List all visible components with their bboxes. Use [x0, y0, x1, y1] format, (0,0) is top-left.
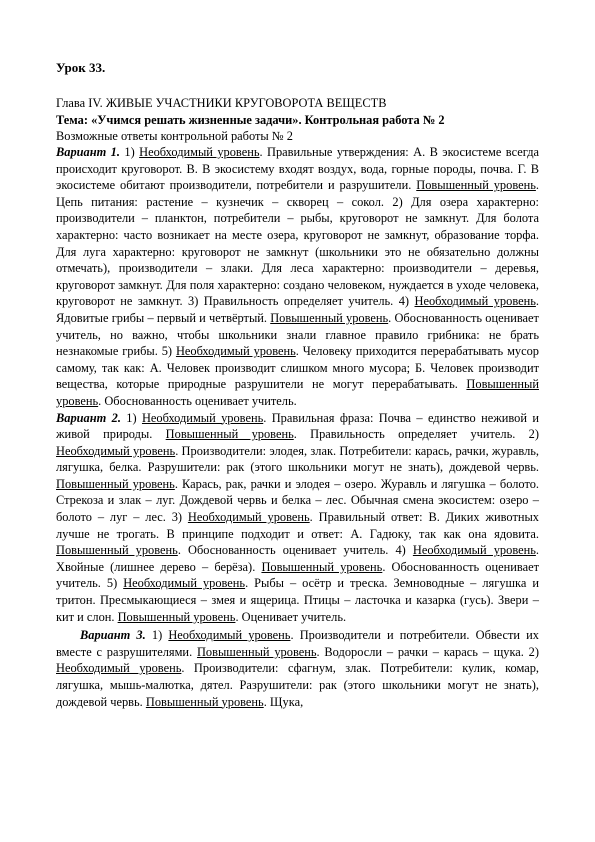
body-text: . Производители и потребители. Обвести их вместе с разрушителями. — [56, 628, 539, 659]
level-label: Повышенный уровень — [56, 476, 175, 491]
level-label: Повышенный уровень — [196, 644, 317, 659]
body-text: 1) — [145, 628, 169, 643]
level-label: Необходимый уровень — [123, 576, 246, 591]
body-text: 1) — [119, 145, 140, 159]
level-label: Повышенный уровень — [117, 609, 236, 624]
body-text: . Щука, — [263, 694, 304, 709]
body-text: 1) — [120, 410, 142, 425]
variant-1-paragraph — [56, 144, 539, 410]
body-text: . Производители: сфагнум, злак. Потребители: кулик, комар, лягушка, мышь-малютка, дятел. Разрушители: рак (этого школьники могут не знать), дождевой червь. — [56, 661, 539, 709]
level-label: Необходимый уровень — [56, 661, 182, 676]
level-label: Повышенный уровень — [261, 559, 383, 574]
variant-label: Вариант 2. — [56, 410, 121, 425]
body-text: . Правильная фраза: Почва – единство неживой и живой природы. — [56, 410, 539, 442]
body-text: . Оценивает учитель. — [235, 609, 347, 624]
level-label: Необходимый уровень — [56, 443, 176, 458]
lesson-title: Урок 33. — [56, 60, 106, 75]
level-label: Повышенный уровень — [56, 543, 178, 558]
variant-3-paragraph — [56, 627, 539, 710]
level-label: Необходимый уровень — [175, 344, 296, 359]
level-label: Повышенный уровень — [270, 310, 389, 325]
level-label: Необходимый уровень — [414, 294, 536, 309]
level-label: Необходимый уровень — [139, 145, 260, 159]
body-text: . Обоснованность оценивает учитель. 4) — [177, 543, 413, 558]
level-label: Повышенный уровень — [416, 178, 536, 193]
body-text: . Рыбы – осётр и треска. Земноводные – лягушка и тритон. Пресмыкающиеся – змея и ящерица. Птицы – ласточка и казарка (гусь). Звери – кит и слон. — [56, 576, 539, 624]
level-label: Необходимый уровень — [412, 543, 536, 558]
level-label: Повышенный уровень — [56, 377, 539, 408]
body-text: . Ядовитые грибы – первый и четвёртый. — [56, 294, 539, 325]
level-label: Повышенный уровень — [145, 694, 264, 709]
body-text: . Правильность определяет учитель. 2) — [293, 427, 539, 442]
topic-text: «Учимся решать жизненные задачи». Контрольная работа № 2 — [87, 112, 445, 127]
level-label: Необходимый уровень — [168, 628, 291, 643]
body-text: . Карась, рак, рачки и элодея – озеро. Журавль и лягушка – болото. Стрекоза и злак – луг. Дождевой червь и белка – лес. Обычная смена экосистем: озеро – болото – луг – лес. 3) — [56, 476, 539, 525]
body-text: . Человеку приходится перерабатывать мусор самому, так как: А. Человек производит слишком много мусора; Б. Человек производит вещества, которые природные разрушители не могут перерабатывать. — [56, 344, 539, 392]
header-block — [56, 95, 539, 145]
subtitle: Возможные ответы контрольной работы № 2 — [56, 129, 293, 144]
body-text: . Обоснованность оценивает учитель. 5) — [56, 559, 539, 591]
variant-label: Вариант 3. — [80, 628, 146, 643]
topic-line — [56, 112, 539, 129]
chapter-heading: Глава IV. ЖИВЫЕ УЧАСТНИКИ КРУГОВОРОТА ВЕЩЕСТВ — [56, 96, 387, 110]
body-text: . Обоснованность оценивает учитель. — [98, 393, 297, 408]
level-label: Необходимый уровень — [187, 510, 310, 525]
body-text: . Правильный ответ: В. Диких животных лучше не трогать. В принципе подходит и ответ: А. Гадюку, так как она ядовита. — [56, 510, 540, 541]
answers-body — [56, 144, 539, 710]
body-text: . Хвойные (лишнее дерево – берёза). — [56, 543, 539, 574]
level-label: Необходимый уровень — [141, 410, 264, 425]
body-text: . Правильные утверждения: А. В экосистеме всегда происходит круговорот. В. В экосистему входят воздух, вода, горные породы, почва. Г. В экосистеме обитают производители, потребители и разрушители. — [56, 145, 539, 193]
variant-2-paragraph — [56, 410, 539, 626]
topic-label: Тема: — [56, 112, 88, 127]
variant-label: Вариант 1. — [56, 145, 120, 159]
body-text: . Водоросли – рачки – карась – щука. 2) — [316, 644, 539, 659]
body-text: . Цепь питания: растение – кузнечик – скворец – сокол. 2) Для озера характерно: производители – планктон, потребители – рыбы, круговорот не замкнут. Для болота характерно: часто возникает на месте озера, круговорот не замкнут, образование торфа. Для луга характерно: круговорот не замкнут (школьники это не обязательно должны отмечать), производители – злаки. Для леса характерно: производители – деревья, круговорот замкнут. Для поля характерно: создано человеком, нуждается в уходе человека, круговорот не замкнут. 3) Правильность определяет учитель. 4) — [56, 178, 539, 309]
level-label: Повышенный уровень — [165, 427, 294, 442]
body-text: . Обоснованность оценивает учитель, но важно, чтобы школьники знали главное правило грибника: не брать незнакомые грибы. 5) — [56, 310, 539, 359]
body-text: . Производители: элодея, злак. Потребители: карась, рачки, журавль, лягушка, белка. Разрушители: рак (этого школьники могут не знать), дождевой червь. — [56, 443, 539, 475]
